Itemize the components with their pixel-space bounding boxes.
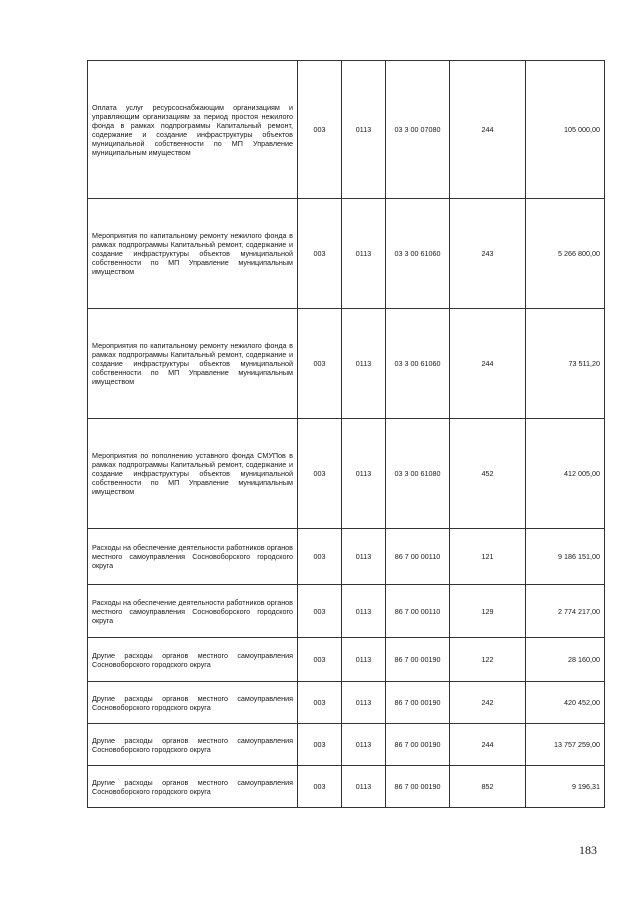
section-code: 0113 <box>342 585 386 638</box>
expense-type-code: 244 <box>450 61 526 199</box>
expense-name: Другие расходы органов местного самоуправления Сосновоборского городского округа <box>88 682 298 724</box>
section-code: 0113 <box>342 309 386 419</box>
grbs-code: 003 <box>298 724 342 766</box>
amount: 420 452,00 <box>526 682 605 724</box>
target-article-code: 86 7 00 00110 <box>386 529 450 585</box>
target-article-code: 86 7 00 00190 <box>386 682 450 724</box>
section-code: 0113 <box>342 199 386 309</box>
amount: 73 511,20 <box>526 309 605 419</box>
table-row <box>88 638 605 682</box>
target-article-code: 86 7 00 00190 <box>386 638 450 682</box>
grbs-code: 003 <box>298 199 342 309</box>
section-code: 0113 <box>342 682 386 724</box>
grbs-code: 003 <box>298 766 342 808</box>
amount: 412 005,00 <box>526 419 605 529</box>
grbs-code: 003 <box>298 638 342 682</box>
grbs-code: 003 <box>298 309 342 419</box>
amount: 105 000,00 <box>526 61 605 199</box>
table-row <box>88 529 605 585</box>
section-code: 0113 <box>342 529 386 585</box>
target-article-code: 03 3 00 61060 <box>386 199 450 309</box>
grbs-code: 003 <box>298 585 342 638</box>
section-code: 0113 <box>342 724 386 766</box>
expense-name: Расходы на обеспечение деятельности работников органов местного самоуправления Сосновоборского городского округа <box>88 529 298 585</box>
expense-type-code: 121 <box>450 529 526 585</box>
amount: 2 774 217,00 <box>526 585 605 638</box>
expense-type-code: 243 <box>450 199 526 309</box>
expense-name: Мероприятия по капитальному ремонту нежилого фонда в рамках подпрограммы Капитальный ремонт, содержание и создание инфраструктуры объектов муниципальной собственности по МП Управление муниципальным имуществом <box>88 199 298 309</box>
section-code: 0113 <box>342 766 386 808</box>
budget-table <box>87 60 605 808</box>
grbs-code: 003 <box>298 682 342 724</box>
grbs-code: 003 <box>298 529 342 585</box>
expense-type-code: 244 <box>450 309 526 419</box>
grbs-code: 003 <box>298 419 342 529</box>
table-row <box>88 61 605 199</box>
table-row <box>88 309 605 419</box>
table-row <box>88 724 605 766</box>
expense-name: Мероприятия по капитальному ремонту нежилого фонда в рамках подпрограммы Капитальный ремонт, содержание и создание инфраструктуры объектов муниципальной собственности по МП Управление муниципальным имуществом <box>88 309 298 419</box>
target-article-code: 86 7 00 00190 <box>386 724 450 766</box>
expense-name: Другие расходы органов местного самоуправления Сосновоборского городского округа <box>88 766 298 808</box>
target-article-code: 86 7 00 00110 <box>386 585 450 638</box>
target-article-code: 03 3 00 07080 <box>386 61 450 199</box>
target-article-code: 03 3 00 61060 <box>386 309 450 419</box>
section-code: 0113 <box>342 638 386 682</box>
table-row <box>88 585 605 638</box>
expense-name: Расходы на обеспечение деятельности работников органов местного самоуправления Сосновоборского городского округа <box>88 585 298 638</box>
amount: 13 757 259,00 <box>526 724 605 766</box>
table-row <box>88 766 605 808</box>
expense-type-code: 244 <box>450 724 526 766</box>
target-article-code: 86 7 00 00190 <box>386 766 450 808</box>
table-row <box>88 199 605 309</box>
expense-type-code: 122 <box>450 638 526 682</box>
table-row <box>88 682 605 724</box>
amount: 9 186 151,00 <box>526 529 605 585</box>
expense-name: Другие расходы органов местного самоуправления Сосновоборского городского округа <box>88 638 298 682</box>
amount: 28 160,00 <box>526 638 605 682</box>
page-number: 183 <box>579 843 597 857</box>
amount: 5 266 800,00 <box>526 199 605 309</box>
grbs-code: 003 <box>298 61 342 199</box>
expense-type-code: 852 <box>450 766 526 808</box>
table-row <box>88 419 605 529</box>
expense-name: Другие расходы органов местного самоуправления Сосновоборского городского округа <box>88 724 298 766</box>
expense-type-code: 242 <box>450 682 526 724</box>
expense-name: Оплата услуг ресурсоснабжающим организациям и управляющим организациям за период простоя нежилого фонда в рамках подпрограммы Капитальный ремонт, содержание и создание инфраструктуры объектов муниципальной собственности по МП Управление муниципальным имуществом <box>88 61 298 199</box>
expense-type-code: 129 <box>450 585 526 638</box>
target-article-code: 03 3 00 61080 <box>386 419 450 529</box>
expense-name: Мероприятия по пополнению уставного фонда СМУПов в рамках подпрограммы Капитальный ремонт, содержание и создание инфраструктуры объектов муниципальной собственности по МП Управление муниципальным имуществом <box>88 419 298 529</box>
expense-type-code: 452 <box>450 419 526 529</box>
section-code: 0113 <box>342 61 386 199</box>
amount: 9 196,31 <box>526 766 605 808</box>
section-code: 0113 <box>342 419 386 529</box>
